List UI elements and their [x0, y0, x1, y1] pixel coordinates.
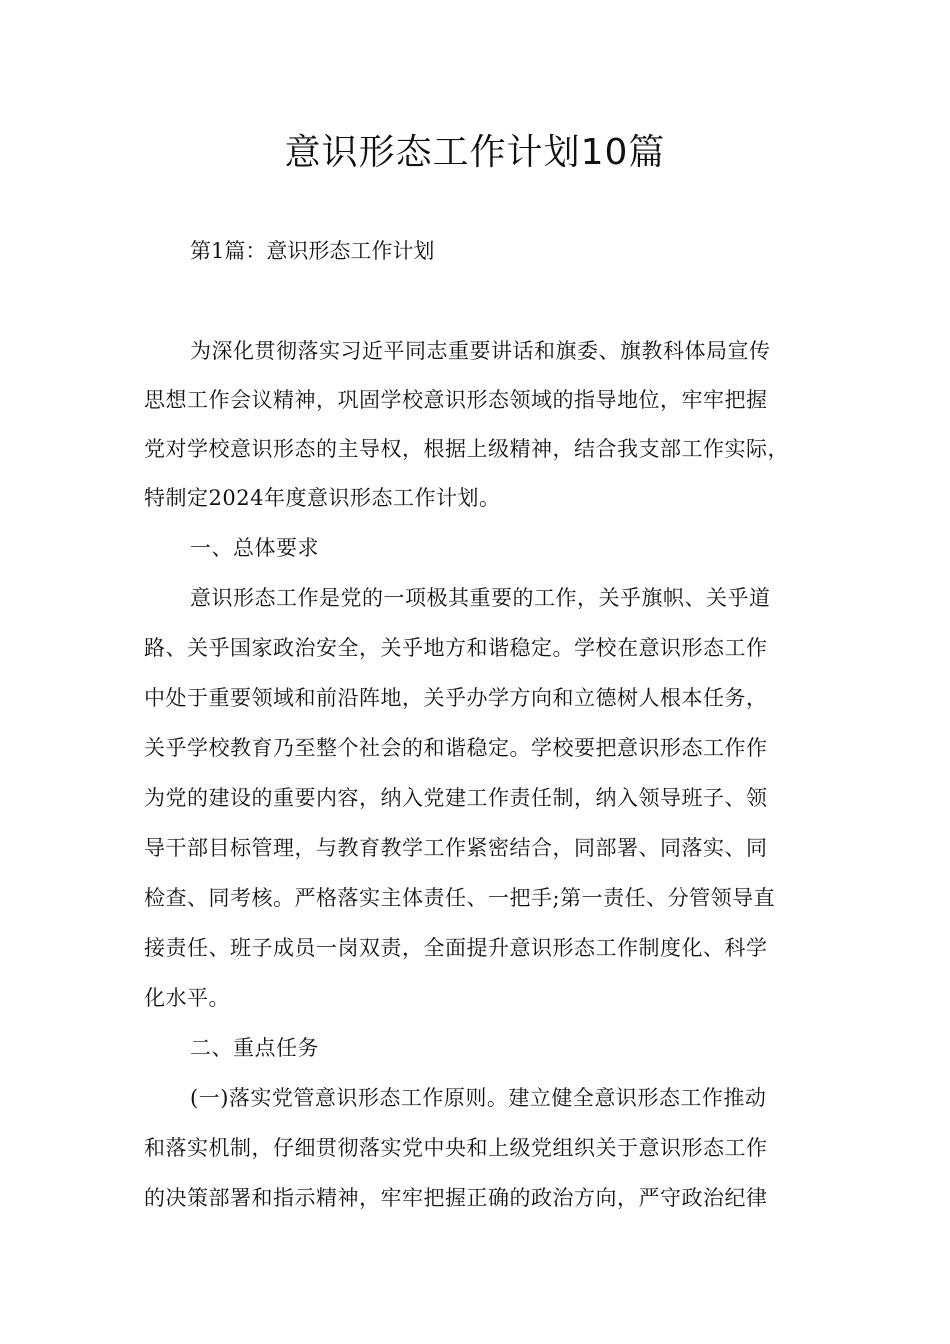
- paragraph-line: (一)落实党管意识形态工作原则。建立健全意识形态工作推动: [190, 1086, 767, 1110]
- paragraph-line: 路、关乎国家政治安全，关乎地方和谐稳定。学校在意识形态工作: [144, 636, 768, 660]
- paragraph-line: 为深化贯彻落实习近平同志重要讲话和旗委、旗教科体局宣传: [190, 339, 771, 363]
- paragraph-line: 和落实机制，仔细贯彻落实党中央和上级党组织关于意识形态工作: [144, 1136, 768, 1160]
- document-subtitle: 第1篇：意识形态工作计划: [190, 239, 435, 263]
- paragraph-line: 为党的建设的重要内容，纳入党建工作责任制，纳入领导班子、领: [144, 786, 768, 810]
- paragraph-line: 的决策部署和指示精神，牢牢把握正确的政治方向，严守政治纪律: [144, 1186, 768, 1210]
- document-title: 意识形态工作计划10篇: [284, 132, 666, 173]
- paragraph-line: 导干部目标管理，与教育教学工作紧密结合，同部署、同落实、同: [144, 836, 768, 860]
- paragraph-line: 思想工作会议精神，巩固学校意识形态领域的指导地位，牢牢把握: [144, 388, 768, 412]
- paragraph-line: 关乎学校教育乃至整个社会的和谐稳定。学校要把意识形态工作作: [144, 736, 768, 760]
- paragraph-line: 检查、同考核。严格落实主体责任、一把手;第一责任、分管领导直: [144, 886, 776, 910]
- paragraph-line: 中处于重要领域和前沿阵地，关乎办学方向和立德树人根本任务，: [144, 686, 768, 710]
- paragraph-line: 意识形态工作是党的一项极其重要的工作，关乎旗帜、关乎道: [190, 586, 771, 610]
- paragraph-line: 化水平。: [144, 986, 230, 1010]
- section-heading: 二、重点任务: [190, 1036, 319, 1060]
- paragraph-line: 特制定2024年度意识形态工作计划。: [144, 486, 501, 510]
- paragraph-line: 接责任、班子成员一岗双责，全面提升意识形态工作制度化、科学: [144, 936, 768, 960]
- paragraph-line: 党对学校意识形态的主导权，根据上级精神，结合我支部工作实际，: [144, 437, 789, 461]
- section-heading: 一、总体要求: [190, 536, 319, 560]
